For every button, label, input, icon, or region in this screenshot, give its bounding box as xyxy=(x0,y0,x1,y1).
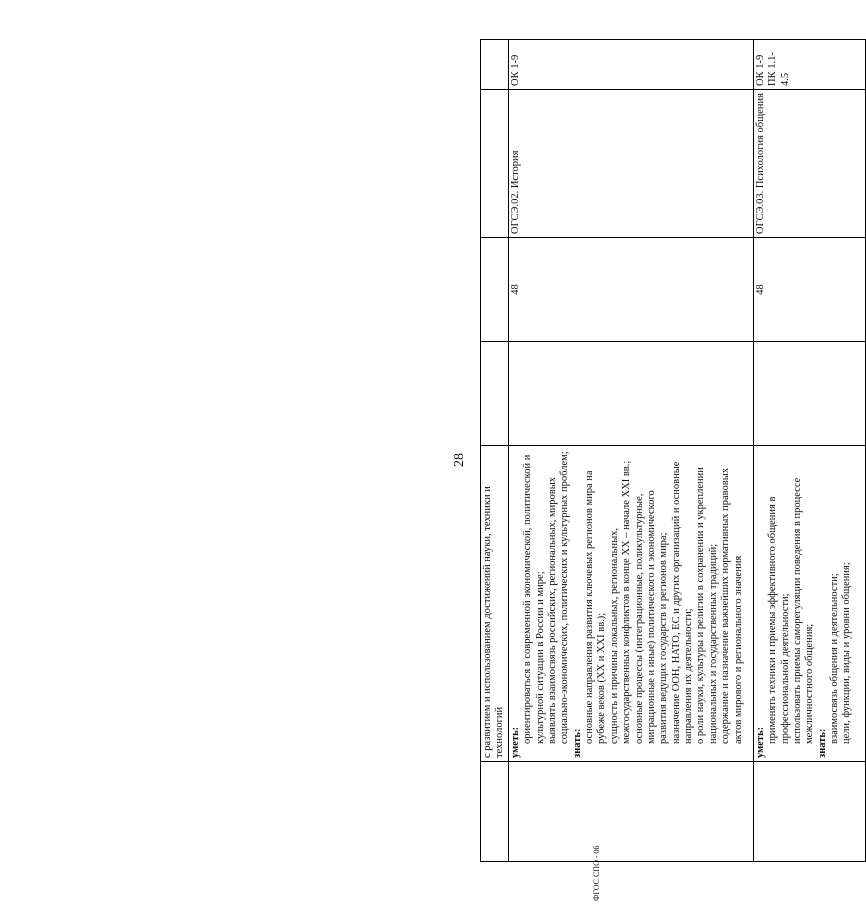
list-item: взаимосвязь общения и деятельности; xyxy=(829,573,840,744)
page-number: 28 xyxy=(452,453,467,467)
hours-cell: 48 xyxy=(508,238,753,342)
heading-umet: уметь: xyxy=(754,726,766,758)
heading-znat: знать: xyxy=(816,728,828,758)
competencies-cell: ОК 1-9 xyxy=(508,40,753,90)
list-item: сущность и причины локальных, региональных, межгосударственных конфликтов в конце XX – начале XXI вв.; xyxy=(608,460,633,744)
list-item: содержание и назначение важнейших нормативных правовых актов мирового и регионального значения xyxy=(720,467,744,744)
list-item: основные процессы (интеграционные, поликультурные, миграционные и иные) политического и экономического развития ведущих государств и регионов мира; xyxy=(633,490,670,744)
table-row xyxy=(753,40,865,862)
hours-cell: 48 xyxy=(753,238,865,342)
list-item: выявлять взаимосвязь российских, региональных, мировых социально-экономических, политических и культурных проблем; xyxy=(546,451,571,744)
continuation-text: с развитием и использованием достижений науки, техники и технологий xyxy=(481,446,509,762)
discipline-cell: ОГСЭ.03. Психология общения xyxy=(753,90,865,238)
heading-znat: знать: xyxy=(571,728,583,758)
requirements-cell xyxy=(753,446,865,762)
competencies-cell: ОК 1-9 ПК 1.1-4.5 xyxy=(753,40,865,90)
discipline-cell: ОГСЭ.02. История xyxy=(508,90,753,238)
footer-code: ФГОС СПО - 06 xyxy=(592,845,601,901)
list-item: применять техники и приемы эффективного общения в профессиональной деятельности; xyxy=(767,496,791,744)
list-item: основные направления развития ключевых регионов мира на рубеже веков (XX и XXI вв.); xyxy=(584,470,608,744)
list-item: о роли науки, культуры и религии в сохранении и укреплении национальных и государственных традиций; xyxy=(695,467,719,744)
list-item: использовать приемы саморегуляции поведения в процессе межличностного общения; xyxy=(791,477,816,744)
list-item: цели, функции, виды и уровни общения; xyxy=(841,562,853,744)
rotated-table xyxy=(480,40,866,862)
table-row xyxy=(481,40,509,862)
heading-umet: уметь: xyxy=(509,726,521,758)
list-item: назначение ООН, НАТО, ЕС и других организаций и основные направления их деятельности; xyxy=(670,461,694,744)
curriculum-table xyxy=(480,39,866,862)
list-item: ориентироваться в современной экономической, политической и культурной ситуации в России и мире; xyxy=(522,454,546,744)
requirements-cell xyxy=(508,446,753,762)
table-row xyxy=(508,40,753,862)
